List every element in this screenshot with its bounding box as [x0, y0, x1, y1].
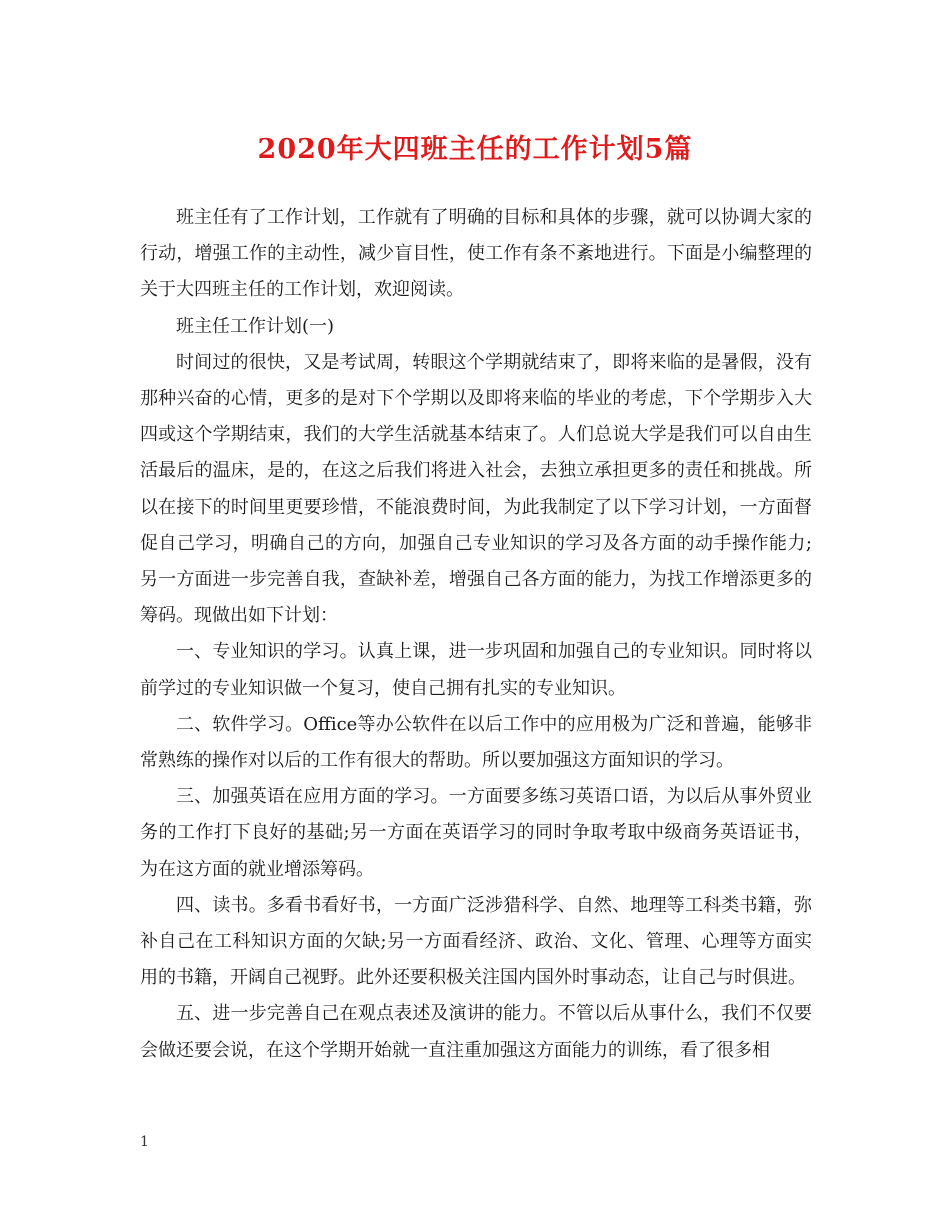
document-body: [140, 200, 812, 1069]
paragraph: 一、专业知识的学习。认真上课，进一步巩固和加强自己的专业知识。同时将以前学过的专业知识做一个复习，使自己拥有扎实的专业知识。: [140, 641, 812, 699]
paragraph: 三、加强英语在应用方面的学习。一方面要多练习英语口语，为以后从事外贸业务的工作打下良好的基础;另一方面在英语学习的同时争取考取中级商务英语证书，为在这方面的就业增添筹码。: [140, 786, 812, 880]
paragraph: 四、读书。多看书看好书，一方面广泛涉猎科学、自然、地理等工科类书籍，弥补自己在工科知识方面的欠缺;另一方面看经济、政治、文化、管理、心理等方面实用的书籍，开阔自己视野。此外还要积极关注国内国外时事动态，让自己与时俱进。: [140, 894, 812, 989]
paragraph: 时间过的很快，又是考试周，转眼这个学期就结束了，即将来临的是暑假，没有那种兴奋的心情，更多的是对下个学期以及即将来临的毕业的考虑，下个学期步入大四或这个学期结束，我们的大学生活就基本结束了。人们总说大学是我们可以自由生活最后的温床，是的，在这之后我们将进入社会，去独立承担更多的责任和挑战。所以在接下的时间里更要珍惜，不能浪费时间，为此我制定了以下学习计划，一方面督促自己学习，明确自己的方向，加强自己专业知识的学习及各方面的动手操作能力;另一方面进一步完善自我，查缺补差，增强自己各方面的能力，为找工作增添更多的筹码。现做出如下计划：: [140, 351, 812, 627]
paragraph: 二、软件学习。Office等办公软件在以后工作中的应用极为广泛和普遍，能够非常熟练的操作对以后的工作有很大的帮助。所以要加强这方面知识的学习。: [140, 713, 812, 772]
section-heading: 班主任工作计划(一): [176, 315, 335, 337]
paragraph-intro: 班主任有了工作计划，工作就有了明确的目标和具体的步骤，就可以协调大家的行动，增强工作的主动性，减少盲目性，使工作有条不紊地进行。下面是小编整理的关于大四班主任的工作计划，欢迎阅读。: [140, 207, 812, 301]
page-number: 1: [140, 1134, 149, 1150]
document-title: 2020年大四班主任的工作计划5篇: [257, 134, 693, 165]
paragraph: 五、进一步完善自己在观点表述及演讲的能力。不管以后从事什么，我们不仅要会做还要会说，在这个学期开始就一直注重加强这方面能力的训练，看了很多相: [140, 1003, 812, 1061]
